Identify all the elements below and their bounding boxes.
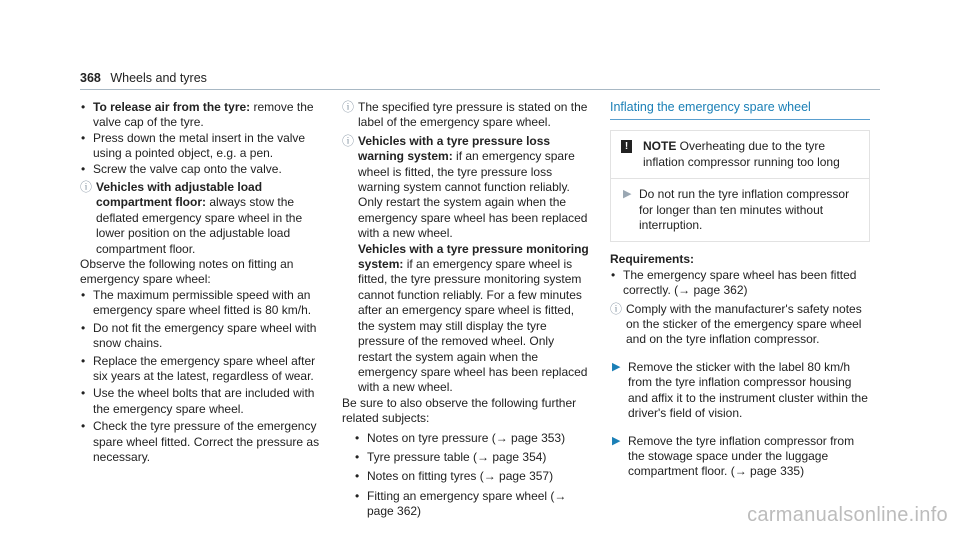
- page-header: [80, 71, 207, 85]
- paragraph: Be sure to also observe the following further related subjects:: [342, 395, 577, 426]
- column-middle: [342, 100, 590, 524]
- section-title: Wheels and tyres: [110, 71, 207, 85]
- note: ⓘ Vehicles with a tyre pressure loss warning system: if an emergency spare wheel is fitted, the tyre pressure loss warning system cannot function reliably. Only restart the system again when the emergency spare wheel has been replaced with a new wheel. Vehicles with a tyre pressure monitoring system: if an emergency spare wheel is fitted, the tyre pressure monitoring system cannot function reliably. For a few minutes after an emergency spare wheel is fitted, the system may still display the tyre pressure of the removed wheel. Only restart the system again when the emergency spare wheel has been replaced with a new wheel.: [342, 133, 589, 395]
- arrow-right-icon: ▶: [612, 360, 621, 373]
- step: ▶ Remove the tyre inflation compressor from the stowage space under the luggage compartment floor. (→ page 335): [612, 433, 855, 479]
- links-list: [342, 431, 590, 520]
- note: ⓘ Comply with the manufacturer's safety notes on the sticker of the emergency spare wheel and on the tyre inflation compressor.: [610, 301, 862, 347]
- column-right: [610, 100, 870, 480]
- arrow-right-icon: ▶: [612, 434, 621, 447]
- cross-reference-link[interactable]: • Tyre pressure table (→ page 354): [354, 450, 590, 465]
- requirements-label: Requirements:: [610, 252, 695, 267]
- arrow-right-icon: ▶: [623, 188, 632, 201]
- section-heading: Inflating the emergency spare wheel: [610, 100, 870, 120]
- list-item: • To release air from the tyre: remove the valve cap of the tyre.: [80, 100, 325, 131]
- header-divider: [80, 89, 880, 90]
- info-icon: ⓘ: [342, 133, 355, 148]
- requirement-item: • The emergency spare wheel has been fitted correctly. (→ page 362): [610, 268, 870, 299]
- list-item: • Replace the emergency spare wheel after six years at the latest, regardless of wear.: [80, 354, 325, 385]
- list-item: • Check the tyre pressure of the emergency spare wheel fitted. Correct the pressure as necessary.: [80, 419, 325, 465]
- note: ⓘ Vehicles with adjustable load compartment floor: always stow the deflated emergency spare wheel in the lower position on the adjustable load compartment floor.: [80, 180, 303, 256]
- paragraph: Observe the following notes on fitting an emergency spare wheel:: [80, 257, 294, 287]
- cross-reference-link[interactable]: • Notes on tyre pressure (→ page 353): [354, 431, 590, 446]
- notes-list: [80, 288, 325, 465]
- info-icon: ⓘ: [342, 100, 355, 114]
- cross-reference-link[interactable]: • Fitting an emergency spare wheel (→ page 362): [354, 489, 590, 520]
- list-item: • The maximum permissible speed with an emergency spare wheel fitted is 80 km/h.: [80, 288, 325, 319]
- column-left: [80, 100, 325, 467]
- info-icon: ⓘ: [610, 301, 623, 316]
- watermark: carmanualsonline.info: [747, 504, 948, 526]
- list-item: • Screw the valve cap onto the valve.: [80, 162, 325, 177]
- step: ▶ Remove the sticker with the label 80 km/h from the tyre inflation compressor housing and affix it to the instrument cluster within the driver's field of vision.: [612, 359, 868, 421]
- list-item: • Use the wheel bolts that are included with the emergency spare wheel.: [80, 386, 325, 417]
- note: ⓘ The specified tyre pressure is stated on the label of the emergency spare wheel.: [342, 100, 588, 130]
- list-item: • Press down the metal insert in the valve using a pointed object, e.g. a pen.: [80, 131, 325, 162]
- list-item: • Do not fit the emergency spare wheel with snow chains.: [80, 321, 325, 352]
- page-number: 368: [80, 71, 101, 85]
- cross-reference-link[interactable]: • Notes on fitting tyres (→ page 357): [354, 469, 590, 484]
- notice-box: ! NOTE Overheating due to the tyre inflation compressor running too long ▶ Do not run the tyre inflation compressor for longer than ten minutes without interruption.: [610, 130, 870, 242]
- info-icon: ⓘ: [80, 180, 93, 195]
- warning-icon: !: [621, 140, 632, 153]
